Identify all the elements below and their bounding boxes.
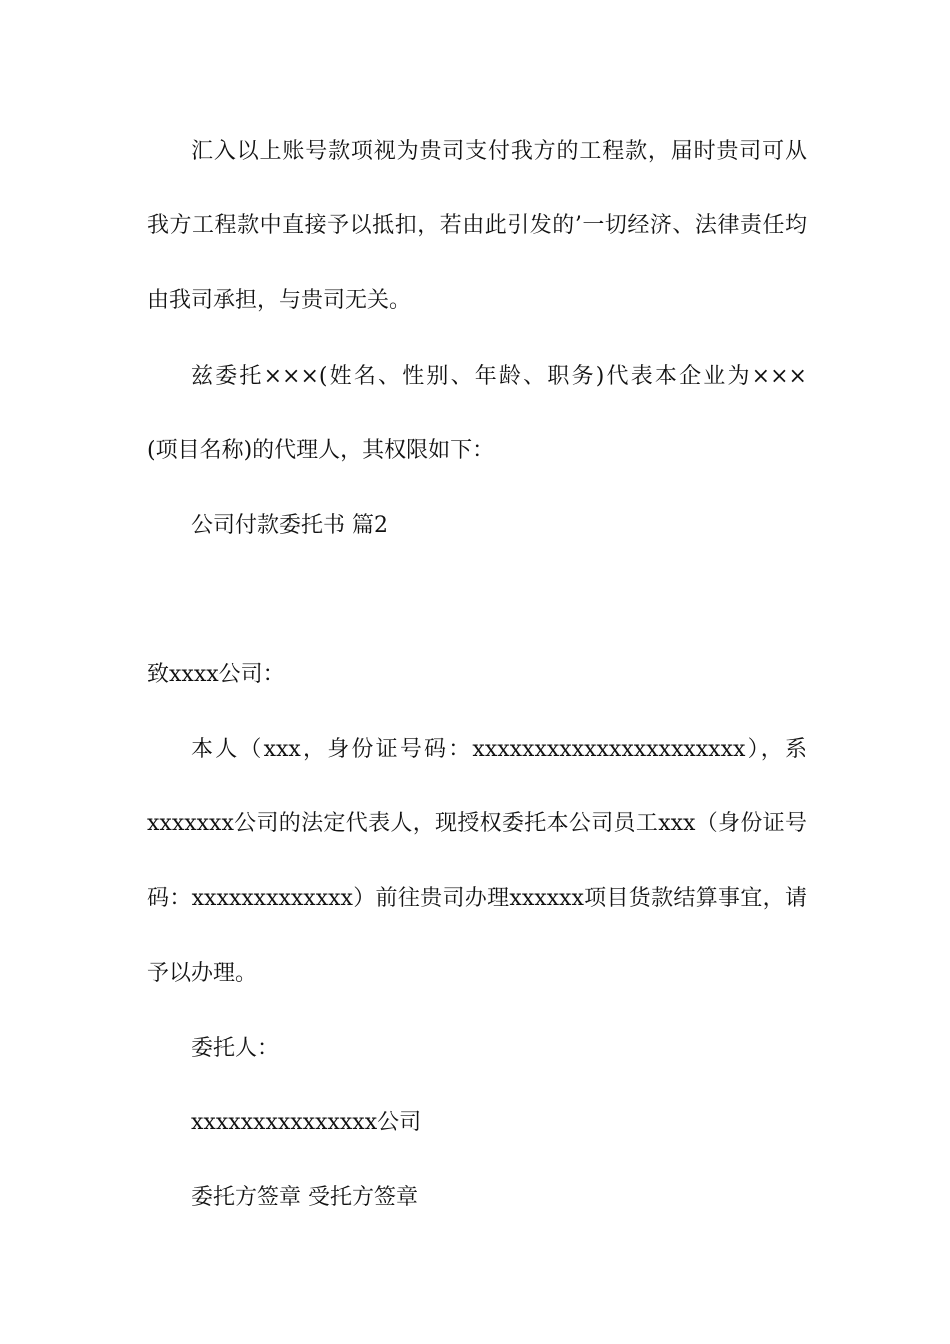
principal-label: 委托人： (191, 1036, 280, 1061)
paragraph-line-9: 予以办理。 (147, 961, 258, 986)
paragraph-line-3: 由我司承担，与贵司无关。 (147, 288, 412, 313)
paragraph-line-7: xxxxxxx公司的法定代表人，现授权委托本公司员工xxx（身份证号 (147, 811, 807, 836)
salutation: 致xxxx公司： (147, 662, 285, 687)
paragraph-line-6: 本人（xxx，身份证号码：xxxxxxxxxxxxxxxxxxxxxx），系 (191, 737, 807, 762)
paragraph-line-2: 我方工程款中直接予以抵扣，若由此引发的’一切经济、法律责任均 (147, 213, 807, 238)
signature-labels: 委托方签章 受托方签章 (191, 1185, 418, 1210)
principal-company: xxxxxxxxxxxxxxx公司 (191, 1110, 422, 1135)
paragraph-line-8: 码：xxxxxxxxxxxxx）前往贵司办理xxxxxx项目货款结算事宜，请 (147, 886, 807, 911)
paragraph-line-4: 兹委托×××(姓名、性别、年龄、职务)代表本企业为××× (191, 364, 807, 389)
paragraph-line-1: 汇入以上账号款项视为贵司支付我方的工程款，届时贵司可从 (191, 139, 807, 164)
paragraph-line-5: (项目名称)的代理人，其权限如下： (147, 438, 495, 463)
section-heading: 公司付款委托书 篇2 (191, 513, 388, 538)
